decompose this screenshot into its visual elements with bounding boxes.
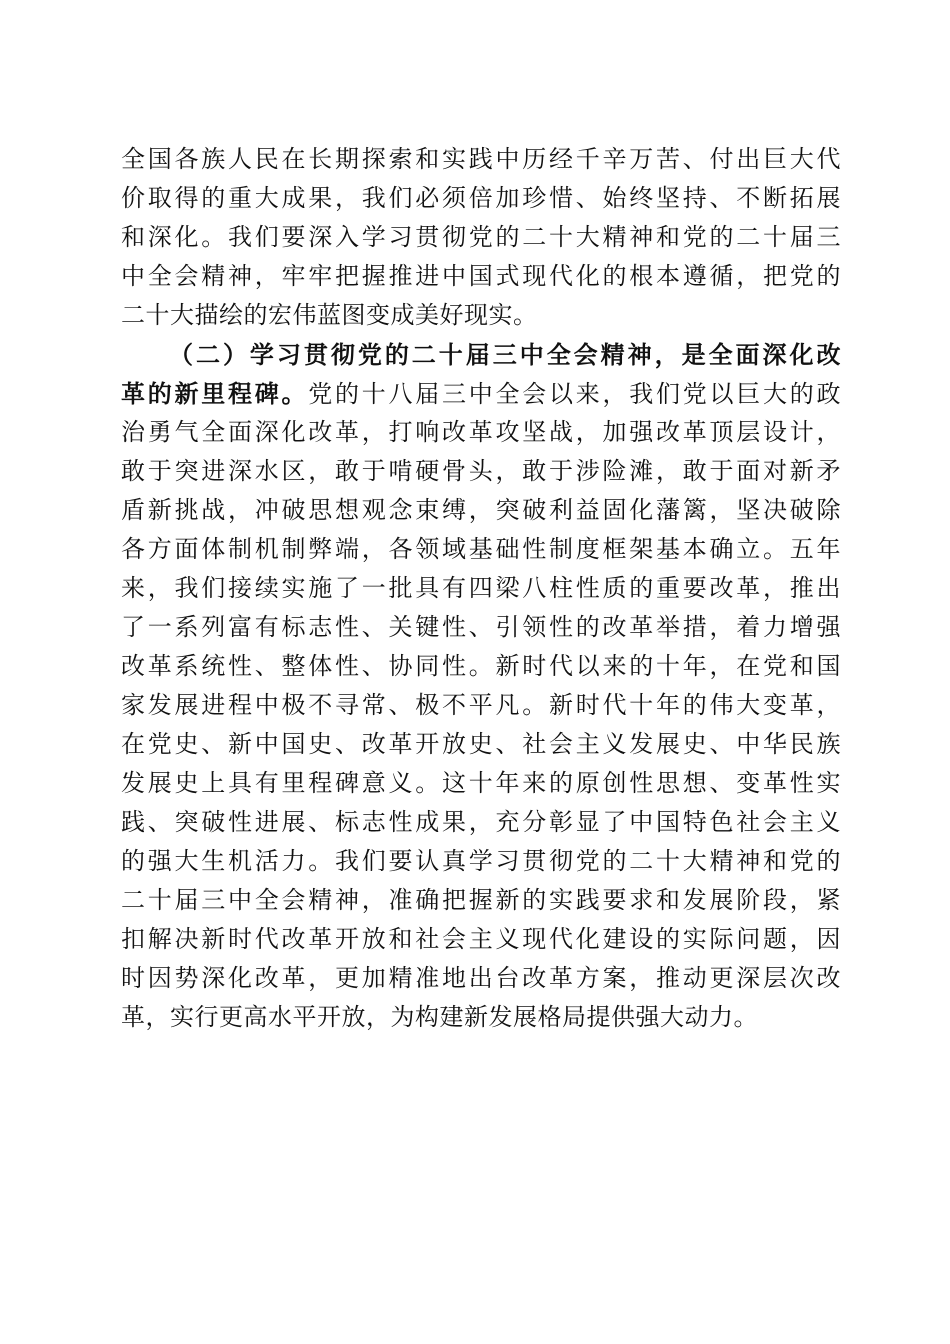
paragraph-line: 盾新挑战，冲破思想观念束缚，突破利益固化藩篱，坚决破除 <box>121 496 841 524</box>
paragraph-line-rest: 党的十八届三中全会以来，我们党以巨大的政 <box>308 380 841 408</box>
paragraph-line: 敢于突进深水区，敢于啃硬骨头，敢于涉险滩，敢于面对新矛 <box>121 457 841 485</box>
paragraph-line: 价取得的重大成果，我们必须倍加珍惜、始终坚持、不断拓展 <box>121 184 841 212</box>
paragraph-line: 践、突破性进展、标志性成果，充分彰显了中国特色社会主义 <box>121 808 841 836</box>
paragraph-line: 和深化。我们要深入学习贯彻党的二十大精神和党的二十届三 <box>121 223 841 251</box>
paragraph-line: 革，实行更高水平开放，为构建新发展格局提供强大动力。 <box>121 1003 758 1031</box>
paragraph-line: 在党史、新中国史、改革开放史、社会主义发展史、中华民族 <box>121 730 841 758</box>
section-heading-line: （二）学习贯彻党的二十届三中全会精神，是全面深化改 <box>169 340 841 369</box>
section-heading-end: 革的新里程碑。 <box>121 379 309 408</box>
paragraph-line: 扣解决新时代改革开放和社会主义现代化建设的实际问题，因 <box>121 925 841 953</box>
paragraph-line: 来，我们接续实施了一批具有四梁八柱性质的重要改革，推出 <box>121 574 841 602</box>
paragraph-line: 全国各族人民在长期探索和实践中历经千辛万苦、付出巨大代 <box>121 145 841 173</box>
paragraph-line: 的强大生机活力。我们要认真学习贯彻党的二十大精神和党的 <box>121 847 841 875</box>
paragraph-line: 改革系统性、整体性、协同性。新时代以来的十年，在党和国 <box>121 652 841 680</box>
paragraph-line: 二十届三中全会精神，准确把握新的实践要求和发展阶段，紧 <box>121 886 841 914</box>
paragraph-line: 二十大描绘的宏伟蓝图变成美好现实。 <box>121 301 538 329</box>
document-body <box>121 140 841 1037</box>
paragraph-line: 家发展进程中极不寻常、极不平凡。新时代十年的伟大变革， <box>121 691 841 719</box>
paragraph-2 <box>121 335 841 1037</box>
paragraph-line: 治勇气全面深化改革，打响改革攻坚战，加强改革顶层设计， <box>121 418 841 446</box>
paragraph-line: 各方面体制机制弊端，各领域基础性制度框架基本确立。五年 <box>121 535 841 563</box>
paragraph-line: 中全会精神，牢牢把握推进中国式现代化的根本遵循，把党的 <box>121 262 841 290</box>
paragraph-line: 时因势深化改革，更加精准地出台改革方案，推动更深层次改 <box>121 964 841 992</box>
paragraph-1 <box>121 140 841 335</box>
paragraph-line: 了一系列富有标志性、关键性、引领性的改革举措，着力增强 <box>121 613 841 641</box>
paragraph-line: 发展史上具有里程碑意义。这十年来的原创性思想、变革性实 <box>121 769 841 797</box>
paragraph-line <box>121 374 841 413</box>
